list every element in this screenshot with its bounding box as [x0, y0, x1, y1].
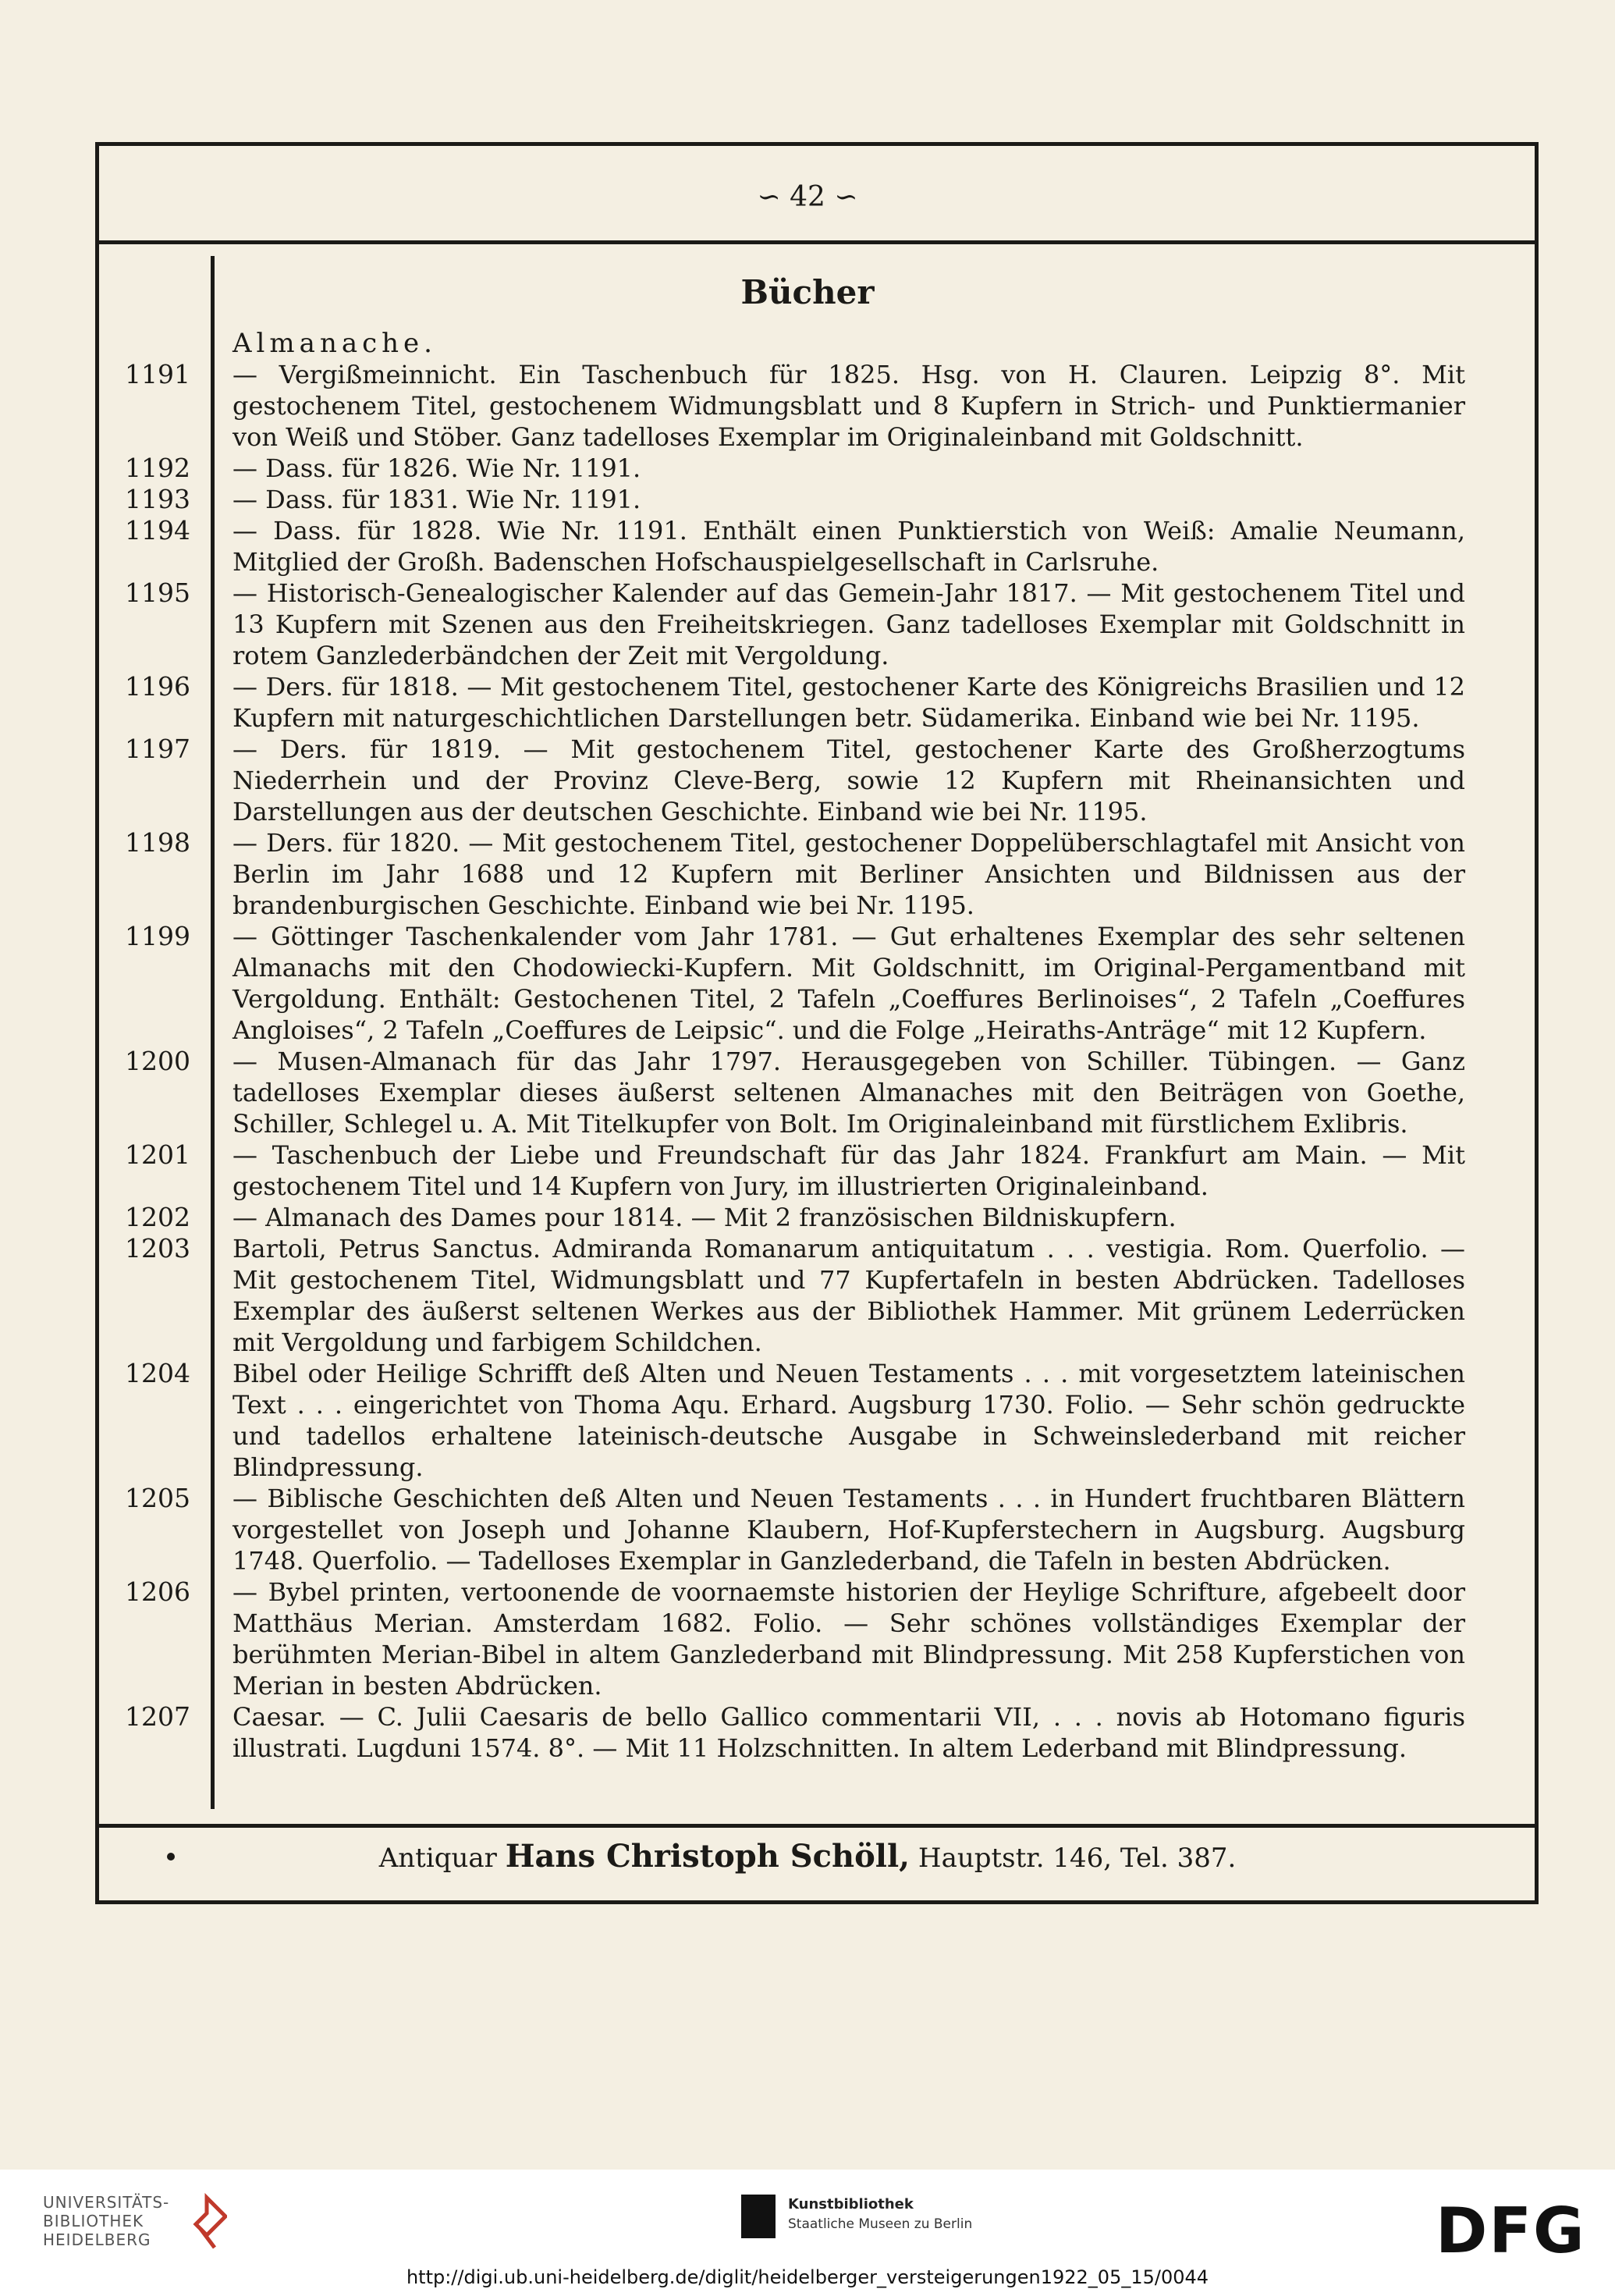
lot-description: Bibel oder Heilige Schrifft deß Alten und Neuen Testaments . . . mit vorgesetztem lateinischen Text . . . eingerichtet von Thoma Aqu. Erhard. Augsburg 1730. Folio. — Sehr schön gedruckte und tadellos erhaltene lateinisch-deutsche Ausgabe in Schweinslederband mit reicher Blindpressung. [232, 1359, 1465, 1482]
lot-description: — Almanach des Dames pour 1814. — Mit 2 französischen Bildniskupfern. [232, 1203, 1177, 1232]
bottom-rule [95, 1824, 1539, 1828]
catalog-entry [125, 515, 1521, 578]
catalog-entry [125, 359, 1521, 453]
lot-number: 1206 [125, 1576, 190, 1607]
dfg-logo: DFG [1436, 2195, 1586, 2267]
dealer-footer [0, 1838, 1615, 1875]
lot-description: — Vergißmeinnicht. Ein Taschenbuch für 1825. Hsg. von H. Clauren. Leipzig 8°. Mit gestochenem Titel, gestochenem Widmungsblatt und 8 Kupfern in Strich- und Punktiermanier von Weiß und Stöber. Ganz tadelloses Exemplar im Originaleinband mit Goldschnitt. [232, 360, 1465, 452]
catalog-entry [125, 1139, 1521, 1202]
lot-description: — Ders. für 1819. — Mit gestochenem Titel, gestochener Karte des Großherzogtums Niederrhein und der Provinz Cleve-Berg, sowie 12 Kupfern mit Rheinansichten und Darstellungen aus der deutschen Geschichte. Einband wie bei Nr. 1195. [232, 734, 1465, 826]
catalog-entry [125, 1358, 1521, 1483]
library-emblem-icon [191, 2193, 227, 2252]
dealer-name: Hans Christoph Schöll, [505, 1838, 910, 1875]
lot-description: — Dass. für 1826. Wie Nr. 1191. [232, 453, 641, 483]
lot-description: — Göttinger Taschenkalender vom Jahr 1781. — Gut erhaltenes Exemplar des sehr seltenen Almanachs mit den Chodowiecki-Kupfern. Mit Goldschnitt, im Original-Pergamentband mit Vergoldung. Enthält: Gestochenen Titel, 2 Tafeln „Coeffures Berlinoises“, 2 Tafeln „Coeffures Angloises“, 2 Tafeln „Coeffures de Leipsic“. und die Folge „Heiraths-Anträge“ mit 12 Kupfern. [232, 922, 1465, 1045]
catalog-entry [125, 1576, 1521, 1701]
catalog-entry [125, 827, 1521, 921]
catalog-entry [125, 1233, 1521, 1358]
catalog-entry [125, 453, 1521, 484]
top-rule [95, 240, 1539, 244]
lot-number: 1197 [125, 734, 190, 764]
lot-number: 1202 [125, 1202, 190, 1232]
lot-number: 1192 [125, 453, 190, 483]
lot-number: 1205 [125, 1483, 190, 1513]
lot-number: 1195 [125, 578, 190, 608]
lot-number: 1200 [125, 1046, 190, 1076]
page-number: ∽ 42 ∽ [757, 181, 858, 213]
lot-description: — Biblische Geschichten deß Alten und Neuen Testaments . . . in Hundert fruchtbaren Blättern vorgestellet von Joseph und Johanne Klaubern, Hof-Kupferstechern in Augsburg. Augsburg 1748. Querfolio. — Tadelloses Exemplar in Ganzlederband, die Tafeln in besten Abdrücken. [232, 1484, 1465, 1576]
lot-description: — Ders. für 1818. — Mit gestochenem Titel, gestochener Karte des Königreichs Brasilien und 12 Kupfern mit naturgeschichtlichen Darstellungen betr. Südamerika. Einband wie bei Nr. 1195. [232, 672, 1465, 733]
catalog-entry [125, 578, 1521, 671]
lot-description: — Historisch-Genealogischer Kalender auf das Gemein-Jahr 1817. — Mit gestochenem Titel und 13 Kupfern mit Szenen aus den Freiheitskriegen. Ganz tadelloses Exemplar mit Goldschnitt in rotem Ganzlederbändchen der Zeit mit Vergoldung. [232, 578, 1465, 670]
lot-description: Caesar. — C. Julii Caesaris de bello Gallico commentarii VII, . . . novis ab Hotomano figuris illustrati. Lugduni 1574. 8°. — Mit 11 Holzschnitten. In altem Lederband mit Blindpressung. [232, 1702, 1465, 1763]
lot-number: 1196 [125, 671, 190, 702]
lot-description: — Dass. für 1828. Wie Nr. 1191. Enthält einen Punktierstich von Weiß: Amalie Neumann, Mitglied der Großh. Badenschen Hofschauspielgesellschaft in Carlsruhe. [232, 516, 1465, 577]
catalog-entry [125, 671, 1521, 734]
lot-description: Bartoli, Petrus Sanctus. Admiranda Romanarum antiquitatum . . . vestigia. Rom. Querfolio. — Mit gestochenem Titel, Widmungsblatt und 77 Kupfertafeln in besten Abdrücken. Tadelloses Exemplar des äußerst seltenen Werkes aus der Bibliothek Hammer. Mit grünem Lederrücken mit Vergoldung und farbigem Schildchen. [232, 1234, 1465, 1357]
section-title: Bücher [740, 273, 875, 311]
lot-description: — Ders. für 1820. — Mit gestochenem Titel, gestochener Doppelüberschlagtafel mit Ansicht von Berlin im Jahr 1688 und 12 Kupfern mit Berliner Ansichten und Bildnissen aus der brandenburgischen Geschichte. Einband wie bei Nr. 1195. [232, 828, 1465, 920]
entry-list [125, 359, 1521, 1764]
lot-number: 1198 [125, 827, 190, 858]
catalog-entry [125, 484, 1521, 515]
lot-number: 1199 [125, 921, 190, 951]
lot-number: 1203 [125, 1233, 190, 1264]
catalog-entry [125, 921, 1521, 1046]
footer-prefix: Antiquar [378, 1843, 497, 1874]
lot-number: 1191 [125, 359, 190, 389]
catalog-entry [125, 1202, 1521, 1233]
kunstbibliothek-subtitle: Staatliche Museen zu Berlin [788, 2216, 973, 2232]
catalog-entry [125, 734, 1521, 827]
lot-number: 1194 [125, 515, 190, 546]
kunstbibliothek-title: Kunstbibliothek [788, 2196, 914, 2212]
lot-description: — Musen-Almanach für das Jahr 1797. Herausgegeben von Schiller. Tübingen. — Ganz tadelloses Exemplar dieses äußerst seltenen Almanaches mit den Beiträgen von Goethe, Schiller, Schlegel u. A. Mit Titelkupfer von Bolt. Im Originaleinband mit fürstlichem Exlibris. [232, 1047, 1465, 1139]
lot-number: 1204 [125, 1358, 190, 1388]
subsection-title: Almanache. [232, 328, 437, 359]
catalog-entry [125, 1046, 1521, 1139]
lot-number: 1193 [125, 484, 190, 514]
catalog-entry [125, 1483, 1521, 1576]
heidelberg-library-logo [43, 2193, 238, 2249]
lot-description: — Dass. für 1831. Wie Nr. 1191. [232, 485, 641, 514]
catalog-entry [125, 1701, 1521, 1764]
lot-description: — Taschenbuch der Liebe und Freundschaft für das Jahr 1824. Frankfurt am Main. — Mit gestochenem Titel und 14 Kupfern von Jury, im illustrierten Originaleinband. [232, 1140, 1465, 1201]
dealer-address: Hauptstr. 146, Tel. 387. [918, 1843, 1237, 1874]
lot-number: 1201 [125, 1139, 190, 1170]
source-url[interactable]: http://digi.ub.uni-heidelberg.de/diglit/heidelberger_versteigerungen1922_05_15/0044 [406, 2266, 1209, 2288]
kunstbibliothek-emblem-icon [741, 2195, 776, 2238]
lot-number: 1207 [125, 1701, 190, 1732]
lot-description: — Bybel printen, vertoonende de voornaemste historien der Heylige Schrifture, afgebeelt door Matthäus Merian. Amsterdam 1682. Folio. — Sehr schönes vollständiges Exemplar der berühmten Merian-Bibel in altem Ganzlederband mit Blindpressung. Mit 258 Kupferstichen von Merian in besten Abdrücken. [232, 1577, 1465, 1701]
library-name: UNIVERSITÄTS- BIBLIOTHEK HEIDELBERG [43, 2193, 170, 2249]
